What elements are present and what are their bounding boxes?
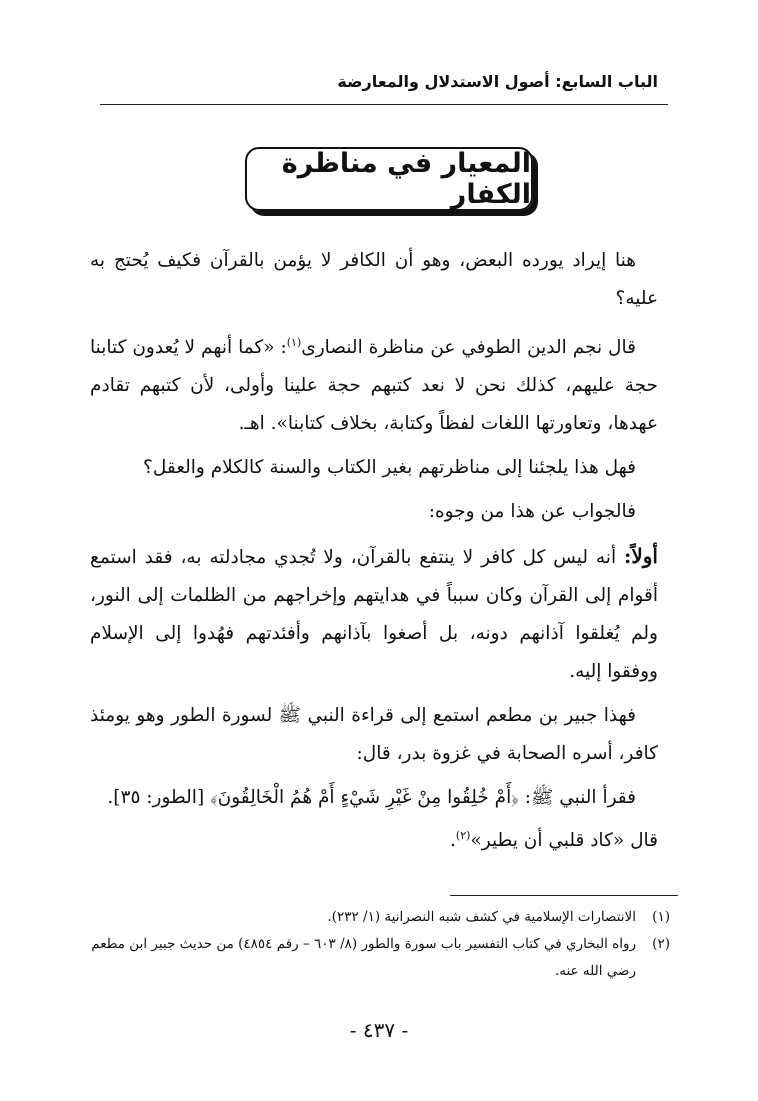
paragraph-2 [90,324,658,443]
paragraph-3: فهل هذا يلجئنا إلى مناظرتهم بغير الكتاب والسنة كالكلام والعقل؟ [143,457,636,479]
sentence-end: . [450,830,456,852]
footnotes [88,904,670,985]
footnote-number: (١) [652,909,670,925]
hadith-quote: قال «كاد قلبي أن يطير» [470,830,658,852]
paragraph-5 [90,537,658,691]
section-title: المعيار في مناظرة الكفار [281,148,531,210]
section-title-box [245,147,533,211]
paragraph-7 [90,779,658,860]
paragraph-2-start: قال نجم الدين الطوفي عن مناظرة النصارى [301,337,636,359]
paragraph-1: هنا إيراد يورده البعض، وهو أن الكافر لا يؤمن بالقرآن فكيف يُحتج به عليه؟ [90,250,658,309]
paragraph-2-quote: : «كما أنهم لا يُعدون كتابنا حجة عليهم، كذلك نحن لا نعد كتبهم حجة علينا وأولى، لأن كتبهم تقادم عهدها، وتعاورتها اللغات لفظاً وكتابة، بخلاف كتابنا». اهـ. [90,337,658,435]
running-header: الباب السابع: أصول الاستدلال والمعارضة [337,72,658,91]
body-text [90,242,658,866]
quran-verse-line: فقرأ النبي ﷺ: ﴿أَمْ خُلِقُوا مِنْ غَيْرِ شَيْءٍ أَمْ هُمُ الْخَالِقُونَ﴾ [الطور: ٣٥]. [107,787,636,809]
footnote-number: (٢) [652,936,670,952]
page-number: - ٤٣٧ - [349,1018,409,1042]
footnote-ref-2[interactable]: (٢) [455,829,471,843]
footnote-text: رواه البخاري في كتاب التفسير باب سورة والطور (٨/ ٦٠٣ – رقم ٤٨٥٤) من حديث جبير ابن مطعم رضي الله عنه. [91,936,636,979]
paragraph-6: فهذا جبير بن مطعم استمع إلى قراءة النبي ﷺ لسورة الطور وهو يومئذ كافر، أسره الصحابة في غزوة بدر، قال: [90,705,658,765]
footnote-text: الانتصارات الإسلامية في كشف شبه النصرانية (١/ ٢٣٢). [327,909,636,925]
footnote [88,904,670,931]
header-divider [100,104,668,105]
footnote-ref-1[interactable]: (١) [286,336,302,349]
paragraph-5-text: أنه ليس كل كافر لا ينتفع بالقرآن، ولا تُجدي مجادلته به، فقد استمع أقوام إلى القرآن وكان سبباً في هدايتهم وإخراجهم من الظلمات إلى النور، ولم يُغلقوا آذانهم دونه، بل أصغوا بآذانهم وأفئدتهم فهُدوا إلى الإسلام ووفقوا إليه. [90,547,658,683]
footnote-divider [450,895,678,896]
point-lead: أولاً: [623,544,658,569]
paragraph-4: فالجواب عن هذا من وجوه: [428,501,636,523]
footnote [88,931,670,985]
